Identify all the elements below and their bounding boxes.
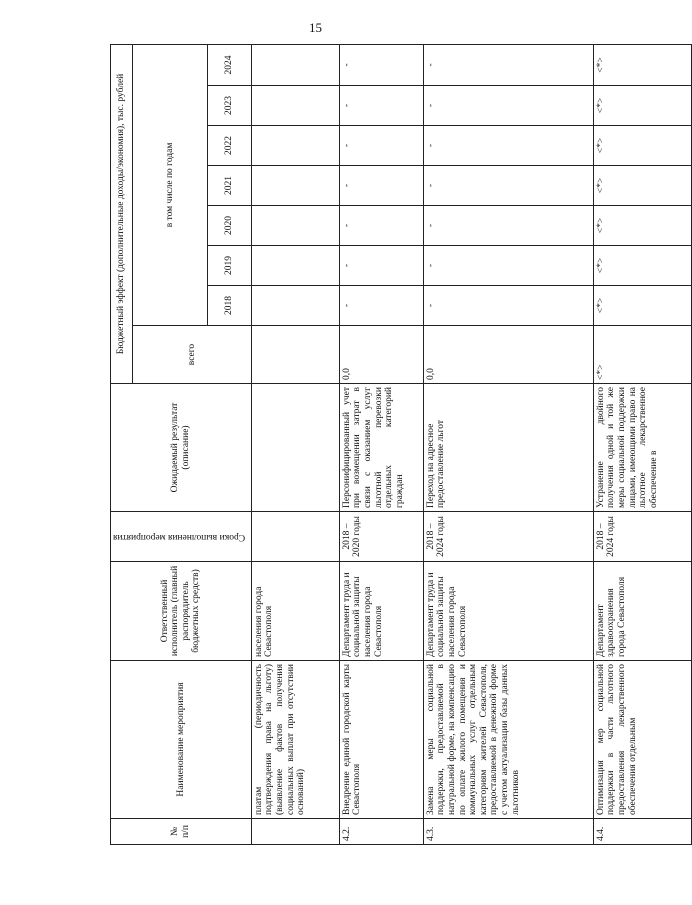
row-year-value [251, 126, 339, 166]
row-year-value: - [339, 86, 423, 126]
row-year-value: - [339, 44, 423, 85]
row-total [251, 326, 339, 384]
rotated-table-container [110, 45, 659, 845]
row-result [251, 384, 339, 512]
row-year-value: <*> [593, 166, 691, 206]
header-year: 2024 [207, 44, 251, 85]
row-year-value [251, 86, 339, 126]
row-year-value: - [423, 206, 593, 246]
row-year-value: <*> [593, 206, 691, 246]
row-terms: 2018 – 2024 годы [593, 512, 691, 562]
header-year: 2018 [207, 286, 251, 326]
header-total: всего [133, 326, 252, 384]
header-by-years: в том числе по годам [133, 44, 208, 325]
header-terms [111, 512, 252, 562]
row-year-value: - [339, 206, 423, 246]
row-executor: населения города Севастополя [251, 562, 339, 661]
header-year: 2021 [207, 166, 251, 206]
row-year-value: <*> [593, 126, 691, 166]
row-year-value [251, 286, 339, 326]
row-year-value: <*> [593, 246, 691, 286]
row-total: 0,0 [339, 326, 423, 384]
table-row [251, 44, 339, 844]
row-year-value: - [339, 166, 423, 206]
header-year: 2023 [207, 86, 251, 126]
row-year-value [251, 206, 339, 246]
row-year-value: - [423, 86, 593, 126]
row-result: Переход на адресное предоставление льгот [423, 384, 593, 512]
row-total: 0,0 [423, 326, 593, 384]
row-name: Замена меры социальной поддержки, предоставляемой в натуральной форме, на компенсацию по оплате жилого помещения и коммунальных услуг отдельным категориям жителей Севастополя, предоставляемой в денежной форме с учетом актуализации базы данных льготников [423, 661, 593, 819]
table-row [423, 44, 593, 844]
row-num [251, 819, 339, 845]
row-result: Устранение двойного получения одной и той же меры социальной поддержки лицами, имеющими право на льготное лекарственное обеспечение в [593, 384, 691, 512]
header-budget-effect: Бюджетный эффект (дополнительные доходы/экономия), тыс. рублей [111, 44, 133, 383]
row-terms: 2018 – 2020 годы [339, 512, 423, 562]
row-executor: Департамент труда и социальной защиты населения города Севастополя [339, 562, 423, 661]
row-year-value: - [339, 246, 423, 286]
table-row [339, 44, 423, 844]
row-num: 4.2. [339, 819, 423, 845]
row-year-value: - [339, 286, 423, 326]
row-year-value: - [423, 246, 593, 286]
row-name: платам (периодичность подтверждения права на льготу) (выявление фактов получения социальных выплат при отсутствии оснований) [251, 661, 339, 819]
row-year-value: <*> [593, 86, 691, 126]
row-num: 4.3. [423, 819, 593, 845]
row-year-value: - [339, 126, 423, 166]
row-year-value: <*> [593, 44, 691, 85]
row-year-value: - [423, 44, 593, 85]
row-terms [251, 512, 339, 562]
row-year-value: - [423, 126, 593, 166]
row-year-value [251, 246, 339, 286]
header-terms-text: Сроки выполнения мероприятия [113, 531, 246, 542]
table-row [593, 44, 691, 844]
row-terms: 2018 – 2024 годы [423, 512, 593, 562]
budget-measures-table [110, 44, 692, 845]
row-name: Оптимизация мер социальной поддержки в части льготного предоставления лекарственного обеспечения отдельным [593, 661, 691, 819]
row-year-value: - [423, 166, 593, 206]
header-year: 2019 [207, 246, 251, 286]
header-executor: Ответственный исполнитель (главный распорядитель бюджетных средств) [111, 562, 252, 661]
row-num: 4.4. [593, 819, 691, 845]
row-name: Внедрение единой городской карты Севастополя [339, 661, 423, 819]
row-year-value [251, 44, 339, 85]
row-total: <*> [593, 326, 691, 384]
header-result: Ожидаемый результат (описание) [111, 384, 252, 512]
row-year-value: - [423, 286, 593, 326]
page-number: 15 [309, 20, 322, 35]
row-year-value [251, 166, 339, 206]
row-result: Персонифицированный учет при возмещении затрат в связи с оказанием услуг льготной перевозки отдельных категорий граждан [339, 384, 423, 512]
header-year: 2020 [207, 206, 251, 246]
header-year: 2022 [207, 126, 251, 166]
row-executor: Департамент здравоохранения города Севастополя [593, 562, 691, 661]
row-executor: Департамент труда и социальной защиты населения города Севастополя [423, 562, 593, 661]
row-year-value: <*> [593, 286, 691, 326]
header-name: Наименование мероприятия [111, 661, 252, 819]
header-num: № п/п [111, 819, 252, 845]
